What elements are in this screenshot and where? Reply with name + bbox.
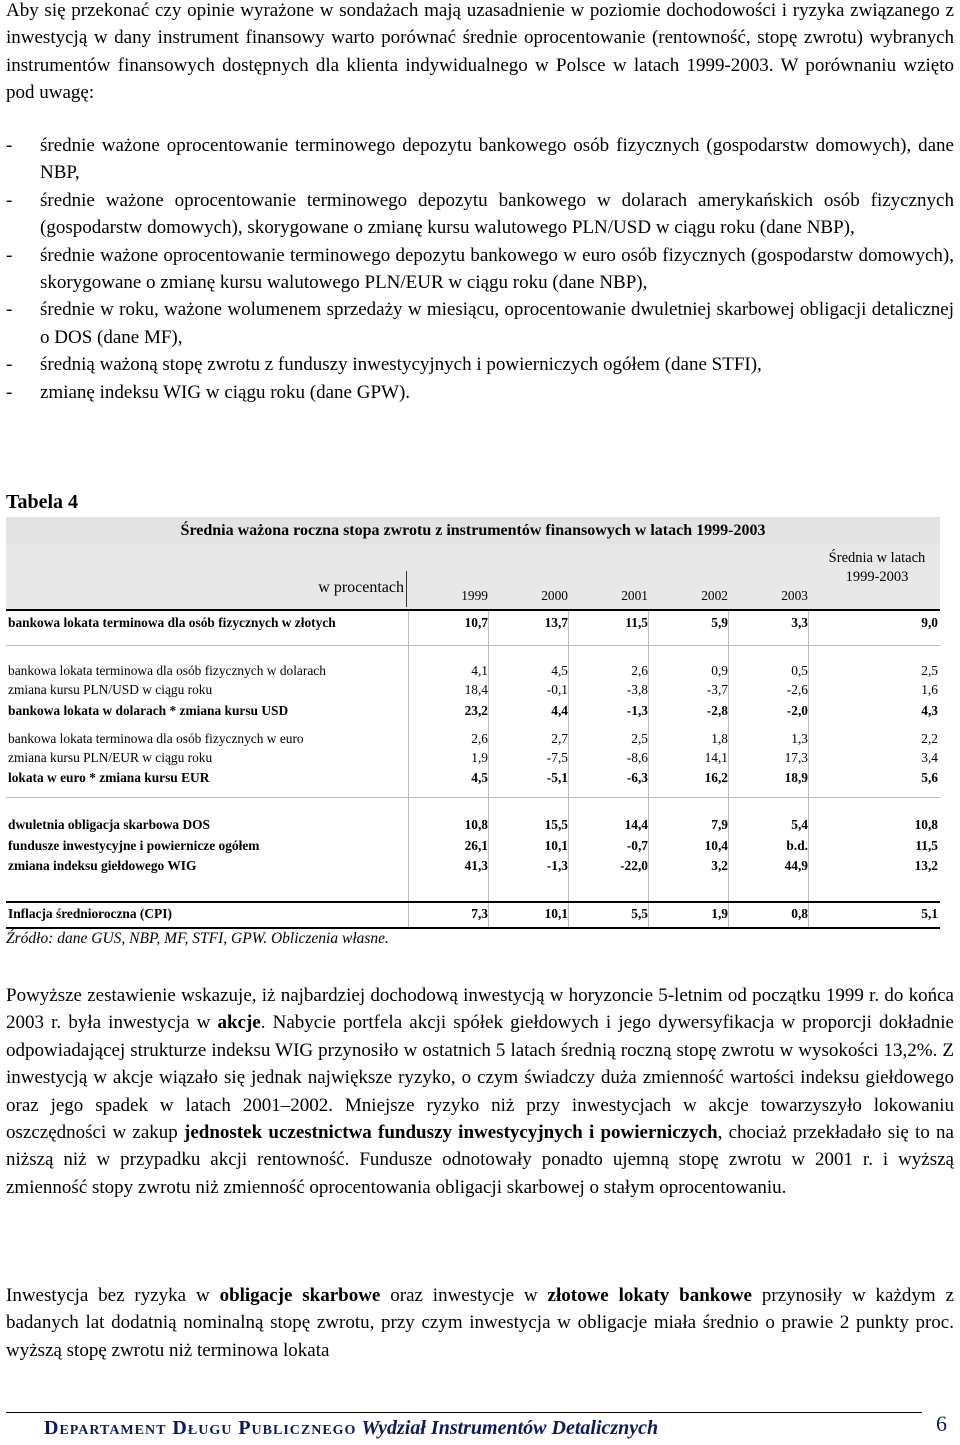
table-rule	[6, 901, 940, 903]
table-title: Średnia ważona roczna stopa zwrotu z instrumentów finansowych w latach 1999-2003	[6, 517, 940, 544]
table-row: zmiana indeksu giełdowego WIG 41,3 -1,3 -22,0 3,2 44,9 13,2	[8, 858, 938, 873]
unit-label: w procentach	[318, 579, 404, 596]
year-header: 2002	[701, 588, 728, 603]
analysis-paragraph: Inwestycja bez ryzyka w obligacje skarbowe oraz inwestycje w złotowe lokaty bankowe przynosiły w każdym z badanych lat dodatnią nominalną stopę zwrotu, przy czym inwestycja w obligacje miała średnio o prawie 2 punkty proc. wyższą stopę zwrotu niż terminowa lokata	[6, 1285, 954, 1361]
table-row: bankowa lokata terminowa dla osób fizycznych w złotych 10,7 13,7 11,5 5,9 3,3 9,0	[8, 615, 938, 630]
source-note: Źródło: dane GUS, NBP, MF, STFI, GPW. Obliczenia własne.	[6, 930, 389, 947]
returns-table	[6, 517, 940, 930]
page-number: 6	[936, 1411, 947, 1436]
analysis-paragraph: Powyższe zestawienie wskazuje, iż najbardziej dochodową inwestycją w horyzoncie 5-letnim od początku 1999 r. do końca 2003 r. była inwestycja w akcje. Nabycie portfela akcji spółek giełdowych i jego dywersyfikacja w proporcji dokładnie odpowiadającej strukturze indeksu WIG przynosiło w ostatnich 5 latach średnią roczną stopę zwrotu w wysokości 13,2%. Z inwestycją w akcje wiązało się jednak największe ryzyko, o czym świadczy duża zmienność wartości indeksu giełdowego oraz jego spadek w latach 2001–2002. Mniejsze ryzyko niż przy inwestycjach w akcje towarzyszyło lokowaniu oszczędności w zakup jednostek uczestnictwa funduszy inwestycyjnych i powierniczych, chociaż przekładało się to na niższą niż w przypadku akcji rentowność. Fundusze odnotowały ponadto ujemną stopę zwrotu w 2001 r. i wyższą zmienność stopy zwrotu niż zmienność oprocentowania obligacji skarbowej o stałym oprocentowaniu.	[6, 985, 954, 1198]
table-row: zmiana kursu PLN/USD w ciągu roku 18,4 -0,1 -3,8 -3,7 -2,6 1,6	[8, 682, 938, 697]
department-name: Departament Długu Publicznego	[44, 1417, 357, 1439]
table-row: Inflacja średnioroczna (CPI) 7,3 10,1 5,5 1,9 0,8 5,1	[8, 906, 938, 921]
table-header	[6, 544, 940, 609]
table-row: zmiana kursu PLN/EUR w ciągu roku 1,9 -7,5 -8,6 14,1 17,3 3,4	[8, 750, 938, 765]
intro-paragraph: Aby się przekonać czy opinie wyrażone w sondażach mają uzasadnienie w poziomie dochodowości i ryzyka związanego z inwestycją w dany instrument finansowy warto porównać średnie oprocentowanie (rentowność, stopę zwrotu) wybranych instrumentów finansowych dostępnych dla klienta indywidualnego w Polsce w latach 1999-2003. W porównaniu wzięto pod uwagę:	[6, 0, 954, 104]
group-divider	[6, 645, 940, 646]
table-row: bankowa lokata w dolarach * zmiana kursu USD 23,2 4,4 -1,3 -2,8 -2,0 4,3	[8, 703, 938, 718]
year-header: 1999	[461, 588, 488, 603]
year-header: 2003	[781, 588, 808, 603]
table-row: dwuletnia obligacja skarbowa DOS 10,8 15,5 14,4 7,9 5,4 10,8	[8, 817, 938, 832]
table-row: bankowa lokata terminowa dla osób fizycznych w euro 2,6 2,7 2,5 1,8 1,3 2,2	[8, 731, 938, 746]
list-item: - średnią ważoną stopę zwrotu z funduszy inwestycyjnych i powierniczych ogółem (dane STFI),	[6, 354, 762, 376]
list-item: - zmianę indeksu WIG w ciągu roku (dane GPW).	[6, 381, 411, 403]
group-divider	[6, 797, 940, 798]
year-header: 2001	[621, 588, 648, 603]
table-row: bankowa lokata terminowa dla osób fizycznych w dolarach 4,1 4,5 2,6 0,9 0,5 2,5	[8, 663, 938, 678]
table-caption: Tabela 4	[6, 491, 79, 513]
average-header: Średnia w latach 1999-2003	[828, 550, 926, 585]
list-item: - średnie w roku, ważone wolumenem sprzedaży w miesiącu, oprocentowanie dwuletniej skarbowej obligacji detalicznej o DOS (dane MF),	[6, 299, 954, 348]
page-footer	[44, 1417, 658, 1440]
header-divider	[406, 571, 407, 607]
table-rule	[6, 927, 940, 929]
year-header: 2000	[541, 588, 568, 603]
list-item: - średnie ważone oprocentowanie terminowego depozytu bankowego w euro osób fizycznych (gospodarstw domowych), skorygowane o zmianę kursu walutowego PLN/EUR w ciągu roku (dane NBP),	[6, 244, 954, 294]
table-row: fundusze inwestycyjne i powiernicze ogółem 26,1 10,1 -0,7 10,4 b.d. 11,5	[8, 838, 938, 853]
list-item: - średnie ważone oprocentowanie terminowego depozytu bankowego osób fizycznych (gospodarstw domowych), dane NBP,	[6, 135, 954, 184]
footer-rule	[6, 1412, 922, 1413]
unit-name: Wydział Instrumentów Detalicznych	[361, 1417, 659, 1439]
table-row: lokata w euro * zmiana kursu EUR 4,5 -5,1 -6,3 16,2 18,9 5,6	[8, 770, 938, 785]
comparison-criteria-list	[6, 132, 954, 406]
table-rule	[6, 609, 940, 611]
list-item: - średnie ważone oprocentowanie terminowego depozytu bankowego w dolarach amerykańskich osób fizycznych (gospodarstw domowych), skorygowane o zmianę kursu walutowego PLN/USD w ciągu roku (dane NBP),	[6, 189, 954, 239]
